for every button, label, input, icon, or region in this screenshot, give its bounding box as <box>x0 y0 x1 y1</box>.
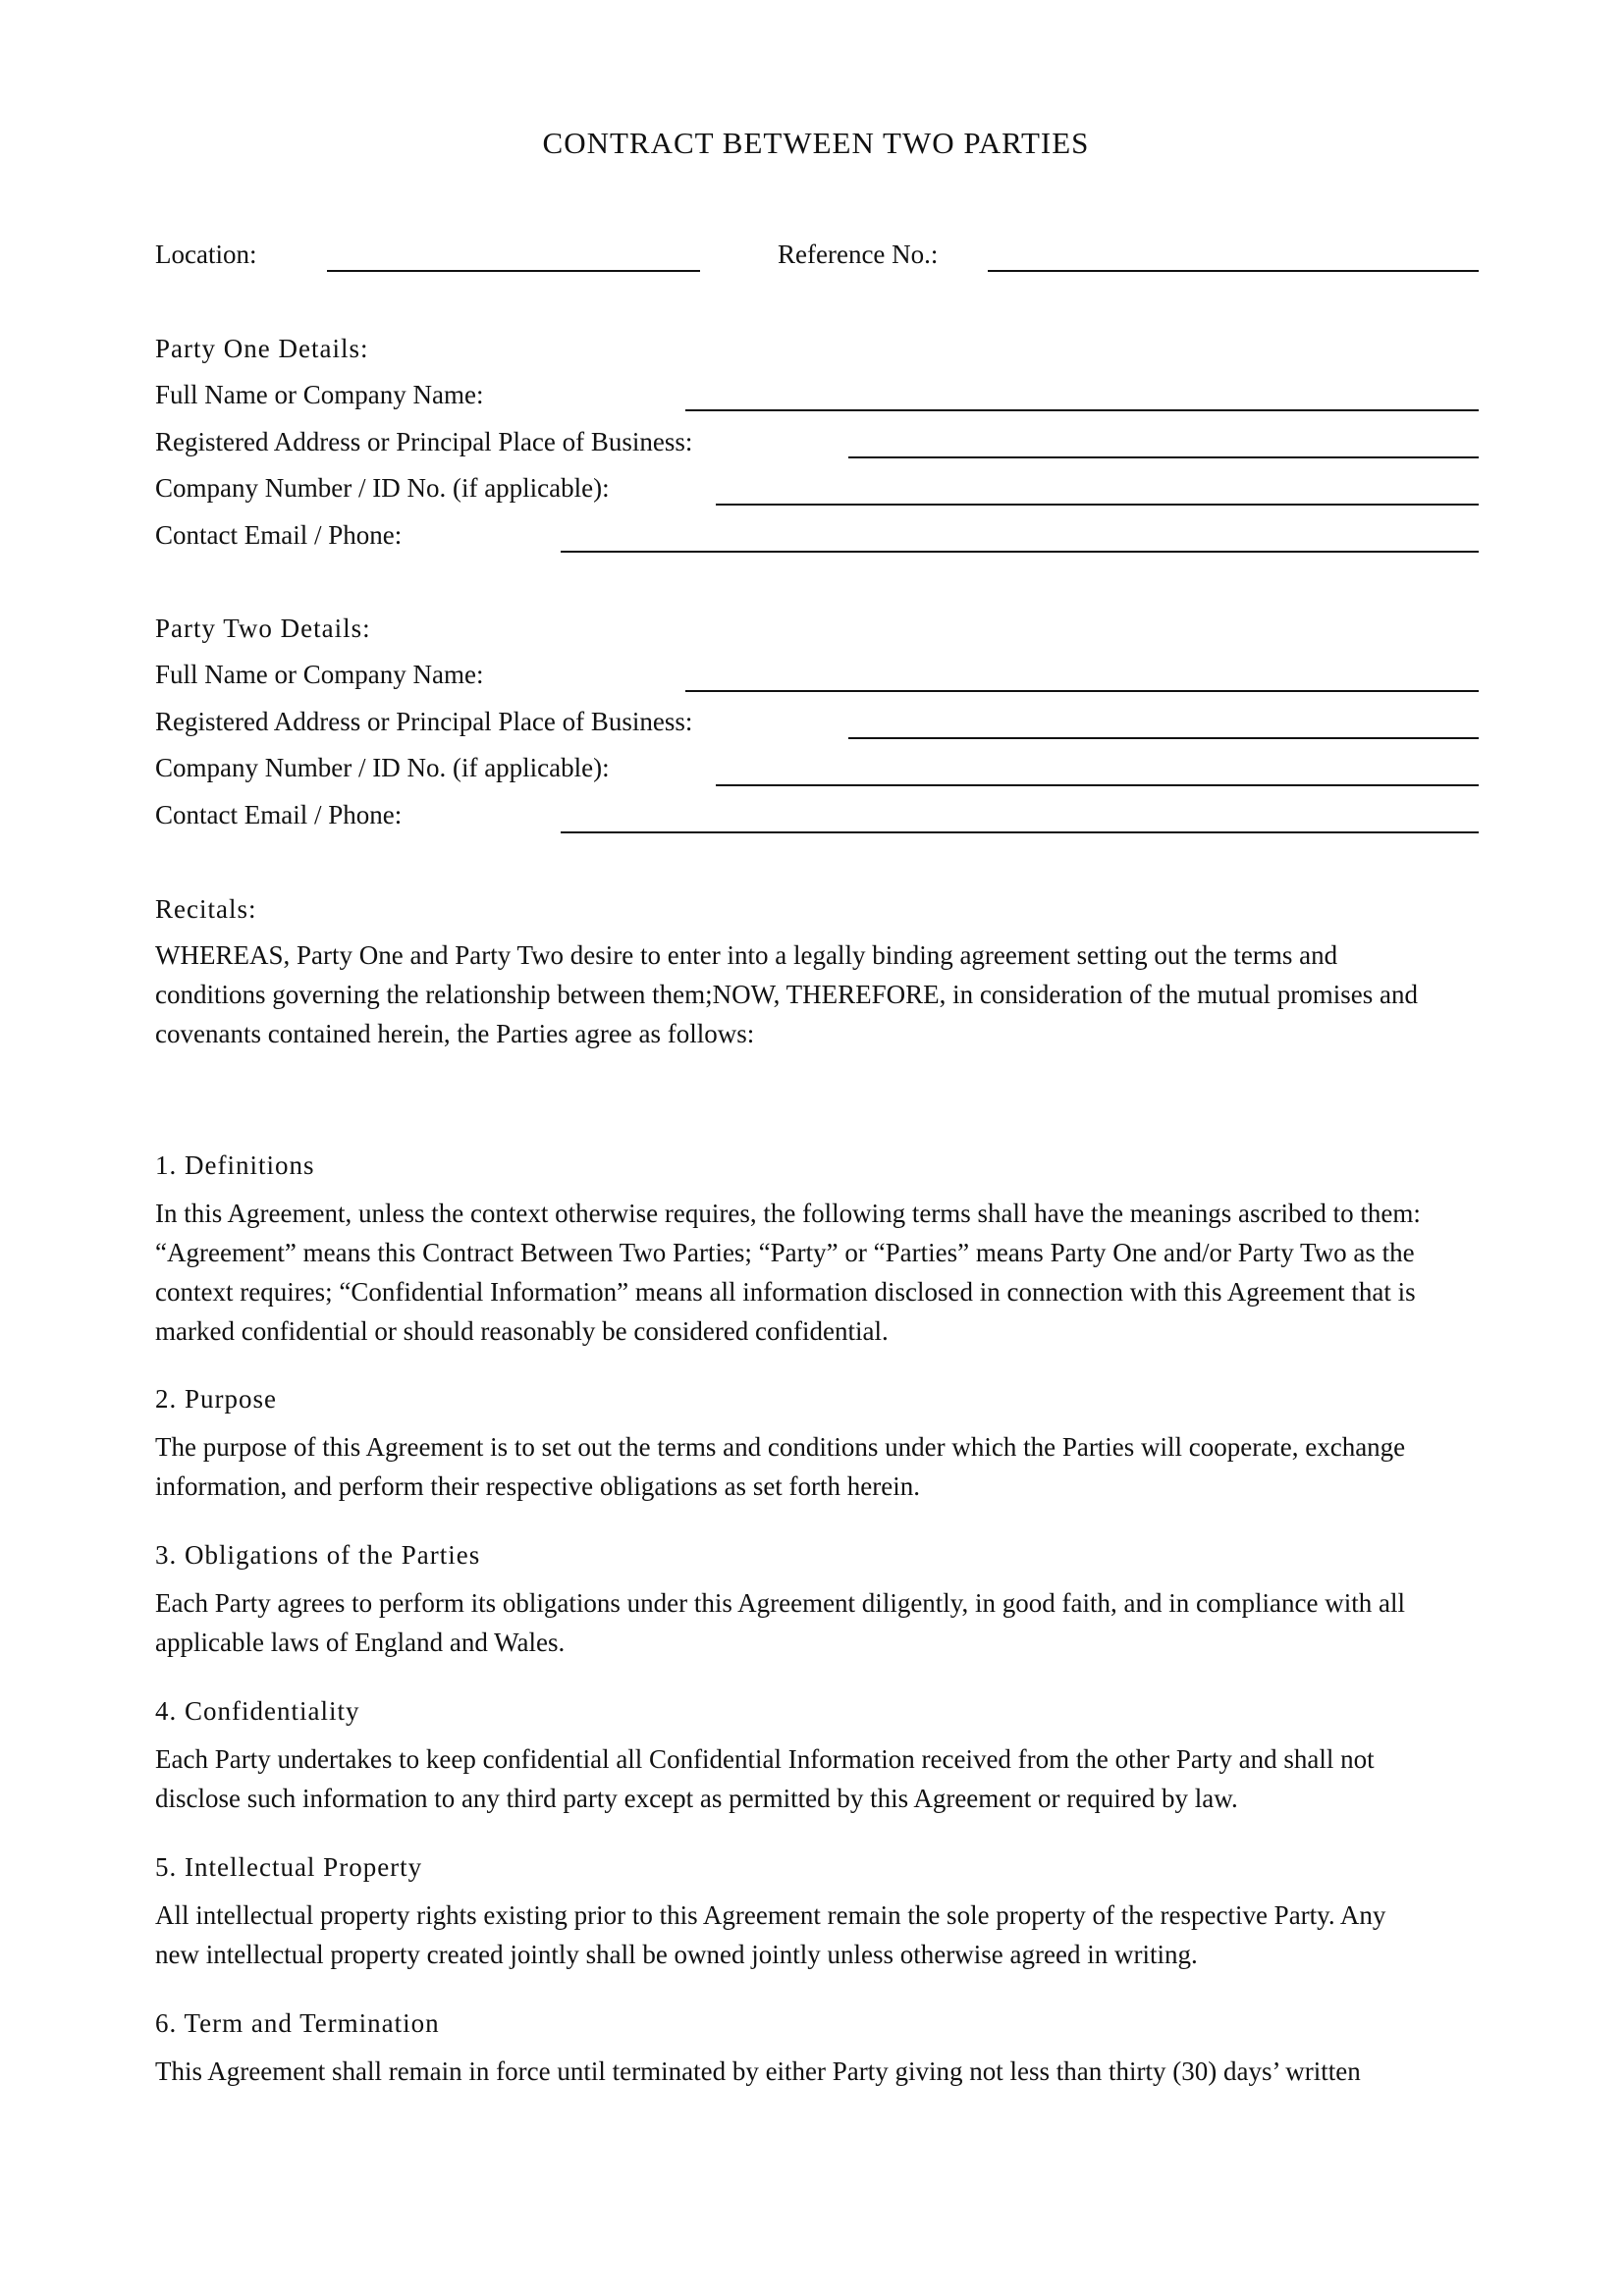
party-two-company-number-field[interactable] <box>716 784 1479 786</box>
document-title: CONTRACT BETWEEN TWO PARTIES <box>542 126 1090 160</box>
party-one-company-number-label: Company Number / ID No. (if applicable): <box>155 473 610 503</box>
party-one-contact-label: Contact Email / Phone: <box>155 520 403 550</box>
section-line: This Agreement shall remain in force until terminated by either Party giving not less than thirty (30) days’ written <box>155 2056 1361 2086</box>
section-purpose-heading: 2. Purpose <box>155 1384 277 1414</box>
party-two-name-label: Full Name or Company Name: <box>155 660 484 689</box>
section-line: new intellectual property created jointly shall be owned jointly unless otherwise agreed in writing. <box>155 1940 1198 1969</box>
section-line: information, and perform their respective obligations as set forth herein. <box>155 1471 921 1501</box>
section-intellectual-property-heading: 5. Intellectual Property <box>155 1852 423 1882</box>
section-confidentiality-text <box>155 1739 1481 1818</box>
section-definitions-heading: 1. Definitions <box>155 1150 315 1180</box>
section-line: All intellectual property rights existing prior to this Agreement remain the sole property of the respective Party. Any <box>155 1900 1386 1930</box>
party-two-name-field[interactable] <box>685 690 1479 692</box>
section-term-termination-text <box>155 2052 1481 2091</box>
section-term-termination-heading: 6. Term and Termination <box>155 2008 440 2038</box>
party-one-address-label: Registered Address or Principal Place of Business: <box>155 427 693 456</box>
section-confidentiality-heading: 4. Confidentiality <box>155 1696 360 1726</box>
party-two-address-field[interactable] <box>848 737 1479 739</box>
party-one-contact-field[interactable] <box>561 551 1479 553</box>
party-one-address-field[interactable] <box>848 456 1479 458</box>
party-two-contact-label: Contact Email / Phone: <box>155 800 403 829</box>
section-line: In this Agreement, unless the context otherwise requires, the following terms shall have the meanings ascribed to them: <box>155 1199 1421 1228</box>
party-one-company-number-field[interactable] <box>716 504 1479 506</box>
section-line: context requires; “Confidential Information” means all information disclosed in connection with this Agreement that is <box>155 1277 1416 1307</box>
party-two-heading: Party Two Details: <box>155 614 371 643</box>
party-one-heading: Party One Details: <box>155 334 369 363</box>
recitals-heading: Recitals: <box>155 894 257 924</box>
recitals-line: WHEREAS, Party One and Party Two desire to enter into a legally binding agreement setting out the terms and <box>155 940 1338 970</box>
section-line: marked confidential or should reasonably be considered confidential. <box>155 1316 889 1346</box>
reference-label: Reference No.: <box>778 240 939 269</box>
reference-number-field[interactable] <box>988 270 1479 272</box>
section-line: applicable laws of England and Wales. <box>155 1628 566 1657</box>
section-obligations-text <box>155 1583 1481 1662</box>
party-one-name-label: Full Name or Company Name: <box>155 380 484 409</box>
recitals-line: covenants contained herein, the Parties agree as follows: <box>155 1019 755 1048</box>
section-line: Each Party undertakes to keep confidential all Confidential Information received from the other Party and shall not <box>155 1744 1375 1774</box>
section-line: “Agreement” means this Contract Between Two Parties; “Party” or “Parties” means Party One and/or Party Two as the <box>155 1238 1415 1267</box>
section-purpose-text <box>155 1427 1481 1506</box>
recitals-line: conditions governing the relationship between them;NOW, THEREFORE, in consideration of the mutual promises and <box>155 980 1419 1009</box>
section-line: Each Party agrees to perform its obligations under this Agreement diligently, in good faith, and in compliance with all <box>155 1588 1405 1618</box>
party-two-contact-field[interactable] <box>561 831 1479 833</box>
section-line: The purpose of this Agreement is to set out the terms and conditions under which the Parties will cooperate, exchange <box>155 1432 1406 1462</box>
recitals-text <box>155 935 1481 1053</box>
location-field[interactable] <box>327 270 700 272</box>
party-one-name-field[interactable] <box>685 409 1479 411</box>
section-intellectual-property-text <box>155 1896 1481 1974</box>
party-two-company-number-label: Company Number / ID No. (if applicable): <box>155 753 610 782</box>
section-definitions-text <box>155 1194 1481 1351</box>
party-two-address-label: Registered Address or Principal Place of Business: <box>155 707 693 736</box>
location-label: Location: <box>155 240 257 269</box>
section-line: disclose such information to any third party except as permitted by this Agreement or required by law. <box>155 1784 1238 1813</box>
section-obligations-heading: 3. Obligations of the Parties <box>155 1540 481 1570</box>
